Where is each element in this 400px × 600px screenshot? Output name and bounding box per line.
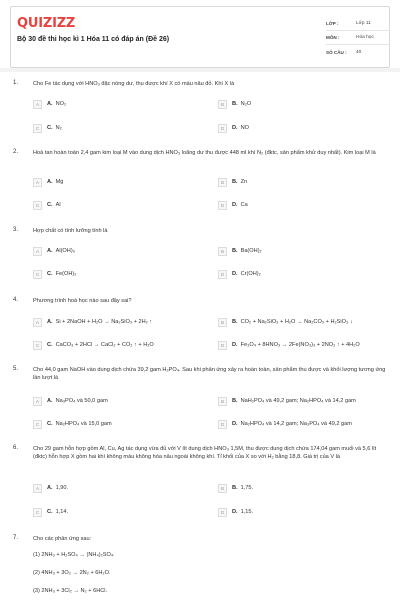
option-letter: C. <box>47 125 53 131</box>
option-text: 1,90. <box>55 485 69 491</box>
option-letter: C. <box>47 342 53 348</box>
option-badge: B <box>218 100 227 109</box>
option-text: 1,14. <box>55 509 69 515</box>
option-badge: A <box>33 397 42 406</box>
option-badge: D <box>218 270 227 279</box>
option-d[interactable] <box>218 339 360 351</box>
option-d[interactable] <box>218 418 352 430</box>
option-letter: A. <box>47 179 53 185</box>
option-c[interactable] <box>33 122 62 134</box>
option-badge: B <box>218 318 227 327</box>
option-b[interactable] <box>218 316 353 328</box>
option-letter: C. <box>47 421 53 427</box>
meta-key: LỚP : <box>326 21 339 26</box>
option-a[interactable] <box>33 245 75 257</box>
option-text: Na₂HPO₄ và 15,0 gam <box>55 421 112 427</box>
meta-row-subject <box>326 31 390 45</box>
option-text: 1,15. <box>240 509 254 515</box>
option-a[interactable] <box>33 316 152 328</box>
question-number: 3. <box>13 227 19 233</box>
question-number: 1. <box>13 80 19 86</box>
option-badge: B <box>218 247 227 256</box>
option-badge: D <box>218 341 227 350</box>
option-text: NO₂ <box>55 101 67 107</box>
meta-row-grade <box>326 17 390 31</box>
option-badge: C <box>33 420 42 429</box>
option-a[interactable] <box>33 395 108 407</box>
option-text: CO₂ + Na₂SiO₃ + H₂O → Na₂CO₃ + H₂SiO₃ ↓ <box>240 319 353 325</box>
meta-row-count <box>326 45 390 59</box>
reaction-item: (1) 2NH₃ + H₂SO₄ → (NH₄)₂SO₄. <box>33 552 115 558</box>
option-badge: D <box>218 420 227 429</box>
option-badge: D <box>218 508 227 517</box>
option-text: NaH₂PO₄ và 49,2 gam; Na₂HPO₄ và 14,2 gam <box>240 398 356 404</box>
option-text: N₂O <box>240 101 252 107</box>
option-badge: C <box>33 124 42 133</box>
option-c[interactable] <box>33 506 68 518</box>
option-badge: B <box>218 397 227 406</box>
option-letter: C. <box>47 202 53 208</box>
option-badge: B <box>218 178 227 187</box>
option-text: Na₂HPO₄ và 14,2 gam; Na₃PO₄ và 49,2 gam <box>240 421 352 427</box>
option-letter: D. <box>232 125 238 131</box>
option-text: Na₃PO₄ và 50,0 gam <box>55 398 108 404</box>
option-badge: A <box>33 178 42 187</box>
option-b[interactable] <box>218 98 251 110</box>
option-text: NO <box>240 125 249 131</box>
option-letter: D. <box>232 271 238 277</box>
option-text: Cr(OH)₂ <box>240 271 261 277</box>
option-text: Al(OH)₃ <box>55 248 75 254</box>
option-text: Mg <box>55 179 64 185</box>
option-badge: C <box>33 508 42 517</box>
option-badge: B <box>218 484 227 493</box>
question-text: Cho 29 gam hỗn hợp gồm Al, Cu, Ag tác dụng vừa đủ với V lít dung dịch HNO₃ 1,5M, thu được dung dịch chứa 174,04 gam muối và 5,6 lít (đktc) hỗn hợp X gồm hai khí không màu không hóa nâu ngoài không khí. Tỉ khối của X so với H₂ bằng 18,8. Giá trị của V là <box>33 446 377 460</box>
meta-table <box>326 17 390 59</box>
option-badge: C <box>33 270 42 279</box>
option-badge: C <box>33 341 42 350</box>
option-text: Al <box>55 202 61 208</box>
meta-key: MÔN : <box>326 35 340 40</box>
header-divider <box>0 68 400 72</box>
option-c[interactable] <box>33 339 154 351</box>
option-letter: A. <box>47 248 53 254</box>
option-badge: A <box>33 484 42 493</box>
option-badge: A <box>33 247 42 256</box>
option-d[interactable] <box>218 268 261 280</box>
question-number: 5. <box>13 366 19 372</box>
option-a[interactable] <box>33 482 68 494</box>
option-a[interactable] <box>33 98 66 110</box>
option-b[interactable] <box>218 395 356 407</box>
option-text: Fe(OH)₂ <box>55 271 77 277</box>
option-a[interactable] <box>33 176 63 188</box>
quizizz-logo[interactable]: QUIZIZZ <box>17 16 76 31</box>
question-number: 2. <box>13 149 19 155</box>
option-letter: A. <box>47 101 53 107</box>
question-text: Cho 44,0 gam NaOH vào dung dịch chứa 39,2 gam H₃PO₄. Sau khi phản ứng xảy ra hoàn toàn, sản phẩm thu được và khối lượng tương ứng lần lượt là <box>33 367 386 381</box>
question-text: Cho các phản ứng sau: <box>33 536 92 542</box>
option-badge: C <box>33 201 42 210</box>
option-letter: C. <box>47 509 53 515</box>
option-text: Fe₃O₄ + 8HNO₃ → 2Fe(NO₃)₃ + 2NO₂ ↑ + 4H₂O <box>240 342 360 348</box>
question-text: Phương trình hoá học nào sau đây sai? <box>33 298 132 304</box>
option-b[interactable] <box>218 245 262 257</box>
reaction-item: (2) 4NH₃ + 3O₂ → 2N₂ + 6H₂O. <box>33 570 111 576</box>
option-letter: A. <box>47 398 53 404</box>
option-text: Ca <box>240 202 248 208</box>
option-badge: A <box>33 100 42 109</box>
option-letter: B. <box>232 485 238 491</box>
option-d[interactable] <box>218 199 248 211</box>
option-letter: D. <box>232 202 238 208</box>
option-d[interactable] <box>218 122 249 134</box>
option-letter: D. <box>232 421 238 427</box>
meta-value: Hóa học <box>356 35 374 40</box>
option-letter: B. <box>232 398 238 404</box>
option-text: Ba(OH)₂ <box>240 248 262 254</box>
meta-key: SỐ CÂU : <box>326 49 347 55</box>
option-d[interactable] <box>218 506 253 518</box>
option-letter: D. <box>232 342 238 348</box>
meta-value: 40 <box>356 49 362 55</box>
option-text: Si + 2NaOH + H₂O → Na₂SiO₃ + 2H₂ ↑ <box>55 319 153 325</box>
option-badge: D <box>218 124 227 133</box>
question-number: 7. <box>13 535 19 541</box>
option-b[interactable] <box>218 482 253 494</box>
question-text: Hoà tan hoàn toàn 2,4 gam kim loại M vào dung dịch HNO₃ loãng dư thu được 448 ml khí N₂ (đktc, sản phẩm khử duy nhất). Kim loại M là <box>33 150 376 156</box>
reaction-item: (3) 2NH₃ + 3Cl₂ → N₂ + 6HCl. <box>33 588 108 594</box>
document-header <box>10 6 390 68</box>
option-c[interactable] <box>33 199 61 211</box>
option-b[interactable] <box>218 176 247 188</box>
option-letter: A. <box>47 485 53 491</box>
option-text: 1,75. <box>240 485 254 491</box>
page-title: Bộ 30 đề thi học kì 1 Hóa 11 có đáp án (Đề 26) <box>17 36 170 43</box>
question-text: Cho Fe tác dụng với HNO₃ đặc nóng dư, thu được khí X có màu nâu đỏ. Khí X là <box>33 81 235 87</box>
option-letter: D. <box>232 509 238 515</box>
meta-value: Lớp 11 <box>356 21 371 26</box>
option-letter: A. <box>47 319 53 325</box>
option-text: Zn <box>240 179 248 185</box>
option-badge: D <box>218 201 227 210</box>
question-number: 4. <box>13 297 19 303</box>
question-number: 6. <box>13 445 19 451</box>
option-text: CaCO₃ + 2HCl → CaCl₂ + CO₂ ↑ + H₂O <box>55 342 154 348</box>
option-letter: C. <box>47 271 53 277</box>
option-letter: B. <box>232 319 238 325</box>
option-text: N₂ <box>55 125 62 131</box>
option-letter: B. <box>232 101 238 107</box>
option-letter: B. <box>232 179 238 185</box>
option-badge: A <box>33 318 42 327</box>
question-text: Hợp chất có tính lưỡng tính là <box>33 228 108 234</box>
option-c[interactable] <box>33 418 112 430</box>
option-c[interactable] <box>33 268 76 280</box>
option-letter: B. <box>232 248 238 254</box>
